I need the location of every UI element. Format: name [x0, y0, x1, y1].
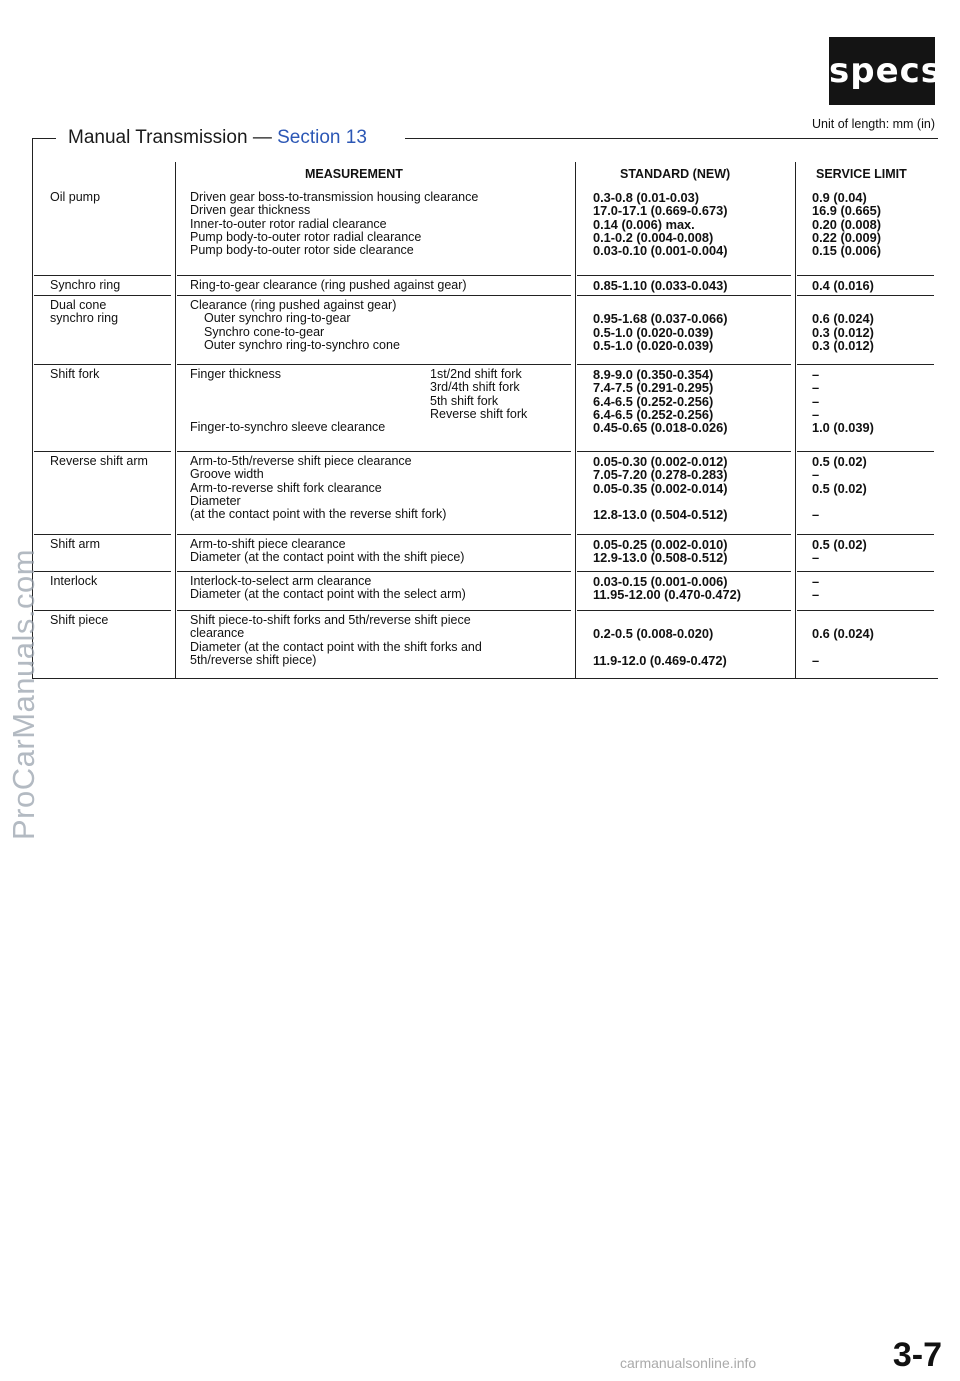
row-separator [177, 295, 571, 296]
limit-value [812, 641, 942, 654]
shift-fork-sub-label: 5th shift fork [430, 393, 499, 408]
standard-value: 7.4-7.5 (0.291-0.295) [593, 380, 714, 396]
part-name [50, 455, 170, 468]
row-separator [177, 534, 571, 535]
standard-cell [593, 299, 793, 352]
standard-value: 17.0-17.1 (0.669-0.673) [593, 203, 728, 219]
measurement-line: clearance [190, 626, 245, 641]
standard-value: 12.9-13.0 (0.508-0.512) [593, 550, 728, 566]
limit-cell [812, 279, 942, 292]
row-separator [34, 275, 171, 276]
measurement-line: Outer synchro ring-to-gear [204, 311, 351, 326]
standard-value [593, 641, 793, 654]
standard-value: 0.5-1.0 (0.020-0.039) [593, 337, 714, 353]
standard-value: 6.4-6.5 (0.252-0.256) [593, 406, 714, 422]
limit-value: – [812, 574, 820, 589]
limit-value: 0.9 (0.04) [812, 190, 867, 205]
limit-value: – [812, 367, 820, 382]
row-separator [797, 610, 934, 611]
column-divider-1 [175, 162, 176, 678]
row-separator [577, 364, 791, 365]
unit-of-length: Unit of length: mm (in) [812, 117, 935, 131]
shift-fork-sub-label: Reverse shift fork [430, 406, 528, 421]
part-name-line: Dual cone [50, 298, 107, 312]
measurement-line: Synchro cone-to-gear [204, 324, 325, 339]
standard-value: 0.05-0.35 (0.002-0.014) [593, 480, 728, 496]
limit-value: 1.0 (0.039) [812, 420, 874, 436]
standard-value: 11.95-12.00 (0.470-0.472) [593, 587, 741, 603]
standard-value: 8.9-9.0 (0.350-0.354) [593, 367, 714, 382]
standard-value: 0.1-0.2 (0.004-0.008) [593, 229, 714, 245]
limit-value: 0.6 (0.024) [812, 311, 874, 327]
standard-value [593, 495, 793, 508]
row-separator [797, 451, 934, 452]
standard-value: 11.9-12.0 (0.469-0.472) [593, 652, 727, 668]
standard-cell [593, 191, 793, 257]
watermark: ProCarManuals.com [6, 548, 41, 840]
limit-value: 0.22 (0.009) [812, 229, 882, 245]
standard-value: 0.03-0.15 (0.001-0.006) [593, 574, 728, 589]
page-title [68, 127, 367, 149]
limit-value [812, 614, 942, 627]
measurement-cell [190, 538, 560, 565]
standard-header: STANDARD (NEW) [620, 167, 731, 181]
row-separator [797, 534, 934, 535]
limit-value: 0.4 (0.016) [812, 278, 874, 293]
limit-cell [812, 368, 942, 434]
limit-value: 0.5 (0.02) [812, 480, 867, 496]
standard-value: 6.4-6.5 (0.252-0.256) [593, 393, 714, 409]
part-name-line: Interlock [50, 574, 98, 588]
part-name-line: Shift arm [50, 537, 101, 551]
measurement-line: Clearance (ring pushed against gear) [190, 298, 397, 312]
measurement-line: Diameter (at the contact point with the shift forks and [190, 639, 482, 654]
limit-value: – [812, 393, 820, 409]
page-number: 3-7 [892, 1336, 942, 1374]
part-name [50, 299, 170, 326]
row-separator [34, 295, 171, 296]
measurement-line: Pump body-to-outer rotor radial clearance [190, 229, 422, 244]
limit-cell [812, 455, 942, 521]
measurement-line: Ring-to-gear clearance (ring pushed against gear) [190, 278, 467, 292]
limit-cell [812, 614, 942, 667]
part-name [50, 614, 170, 627]
measurement-line: Arm-to-reverse shift fork clearance [190, 480, 382, 495]
standard-value: 0.2-0.5 (0.008-0.020) [593, 626, 714, 642]
row-separator [577, 295, 791, 296]
standard-value: 0.14 (0.006) max. [593, 216, 695, 232]
limit-value: 16.9 (0.665) [812, 203, 882, 219]
limit-value: 0.5 (0.02) [812, 537, 867, 552]
measurement-cell [190, 299, 560, 352]
measurement-line: Diameter (at the contact point with the select arm) [190, 587, 466, 602]
standard-value: 0.45-0.65 (0.018-0.026) [593, 420, 728, 436]
limit-cell [812, 538, 942, 565]
part-name [50, 279, 170, 292]
standard-value: 0.95-1.68 (0.037-0.066) [593, 311, 728, 327]
measurement-line: Outer synchro ring-to-synchro cone [204, 337, 400, 352]
table-bottom-rule [32, 678, 938, 679]
measurement-line: Shift piece-to-shift forks and 5th/reverse shift piece [190, 613, 471, 627]
standard-value: 0.05-0.25 (0.002-0.010) [593, 537, 728, 552]
row-separator [177, 364, 571, 365]
limit-value: – [812, 550, 820, 566]
limit-value: – [812, 380, 820, 396]
standard-value: 0.3-0.8 (0.01-0.03) [593, 190, 699, 205]
measurement-line [190, 395, 560, 408]
measurement-line: Diameter [190, 493, 241, 508]
measurement-line: Interlock-to-select arm clearance [190, 574, 372, 588]
title-dash: — [252, 127, 272, 148]
row-separator [177, 451, 571, 452]
part-name [50, 538, 170, 551]
standard-cell [593, 455, 793, 521]
limit-value: – [812, 406, 820, 422]
measurement-cell [190, 368, 560, 434]
standard-value: 0.03-0.10 (0.001-0.004) [593, 243, 728, 259]
column-divider-3 [795, 162, 796, 678]
part-name-line: Shift piece [50, 613, 109, 627]
part-name [50, 368, 170, 381]
part-name-line: synchro ring [50, 311, 119, 326]
standard-cell [593, 538, 793, 565]
measurement-header: MEASUREMENT [305, 167, 403, 181]
measurement-line: Finger thickness [190, 367, 282, 381]
part-name-line: Shift fork [50, 367, 100, 381]
row-separator [177, 610, 571, 611]
specs-badge: specs [829, 37, 935, 105]
part-name [50, 191, 170, 204]
row-separator [177, 571, 571, 572]
manual-title: Manual Transmission [68, 127, 248, 148]
row-separator [34, 364, 171, 365]
standard-cell [593, 575, 793, 602]
standard-value [593, 614, 793, 627]
measurement-line: (at the contact point with the reverse shift fork) [190, 507, 447, 522]
measurement-cell [190, 279, 560, 292]
limit-value: – [812, 587, 820, 603]
standard-value [593, 299, 793, 312]
limit-value: – [812, 507, 820, 523]
service-limit-header: SERVICE LIMIT [816, 167, 907, 181]
measurement-line: Groove width [190, 467, 264, 482]
part-name [50, 575, 170, 588]
measurement-line: Driven gear thickness [190, 203, 311, 218]
standard-value: 0.5-1.0 (0.020-0.039) [593, 324, 714, 340]
measurement-line: Arm-to-shift piece clearance [190, 537, 346, 551]
limit-value: 0.20 (0.008) [812, 216, 882, 232]
section-link[interactable]: Section 13 [277, 127, 367, 148]
limit-value [812, 299, 942, 312]
shift-fork-sub-label: 3rd/4th shift fork [430, 380, 520, 395]
limit-cell [812, 191, 942, 257]
measurement-cell [190, 455, 560, 521]
column-divider-2 [575, 162, 576, 678]
standard-cell [593, 368, 793, 434]
limit-value: 0.6 (0.024) [812, 626, 874, 642]
measurement-line: Driven gear boss-to-transmission housing clearance [190, 190, 479, 204]
measurement-line: 5th/reverse shift piece) [190, 652, 317, 667]
limit-cell [812, 299, 942, 352]
limit-value [812, 495, 942, 508]
row-separator [797, 275, 934, 276]
measurement-line: Finger-to-synchro sleeve clearance [190, 420, 386, 435]
measurement-cell [190, 614, 560, 667]
limit-value: – [812, 652, 820, 668]
measurement-cell [190, 191, 560, 257]
row-separator [34, 610, 171, 611]
limit-cell [812, 575, 942, 602]
row-separator [34, 534, 171, 535]
row-separator [797, 295, 934, 296]
measurement-line: Pump body-to-outer rotor side clearance [190, 243, 414, 258]
row-separator [577, 571, 791, 572]
measurement-line: Diameter (at the contact point with the shift piece) [190, 550, 465, 565]
row-separator [577, 534, 791, 535]
measurement-line: Inner-to-outer rotor radial clearance [190, 216, 387, 231]
row-separator [577, 275, 791, 276]
frame-top-left [32, 138, 56, 139]
standard-value: 12.8-13.0 (0.504-0.512) [593, 507, 728, 523]
limit-value: – [812, 467, 820, 483]
row-separator [797, 571, 934, 572]
part-name-line: Oil pump [50, 190, 101, 204]
row-separator [177, 275, 571, 276]
measurement-line: Arm-to-5th/reverse shift piece clearance [190, 454, 412, 468]
frame-top-right [405, 138, 938, 139]
row-separator [34, 451, 171, 452]
measurement-cell [190, 575, 560, 602]
shift-fork-sub-label: 1st/2nd shift fork [430, 367, 522, 381]
row-separator [34, 571, 171, 572]
standard-value: 0.85-1.10 (0.033-0.043) [593, 278, 728, 293]
standard-value: 0.05-0.30 (0.002-0.012) [593, 454, 728, 469]
limit-value: 0.5 (0.02) [812, 454, 867, 469]
row-separator [577, 610, 791, 611]
footer-site[interactable]: carmanualsonline.info [620, 1355, 757, 1371]
limit-value: 0.15 (0.006) [812, 243, 882, 259]
row-separator [577, 451, 791, 452]
standard-cell [593, 614, 793, 667]
part-name-line: Reverse shift arm [50, 454, 148, 468]
limit-value: 0.3 (0.012) [812, 324, 874, 340]
standard-cell [593, 279, 793, 292]
row-separator [797, 364, 934, 365]
part-name-line: Synchro ring [50, 278, 121, 292]
limit-value: 0.3 (0.012) [812, 337, 874, 353]
standard-value: 7.05-7.20 (0.278-0.283) [593, 467, 728, 483]
